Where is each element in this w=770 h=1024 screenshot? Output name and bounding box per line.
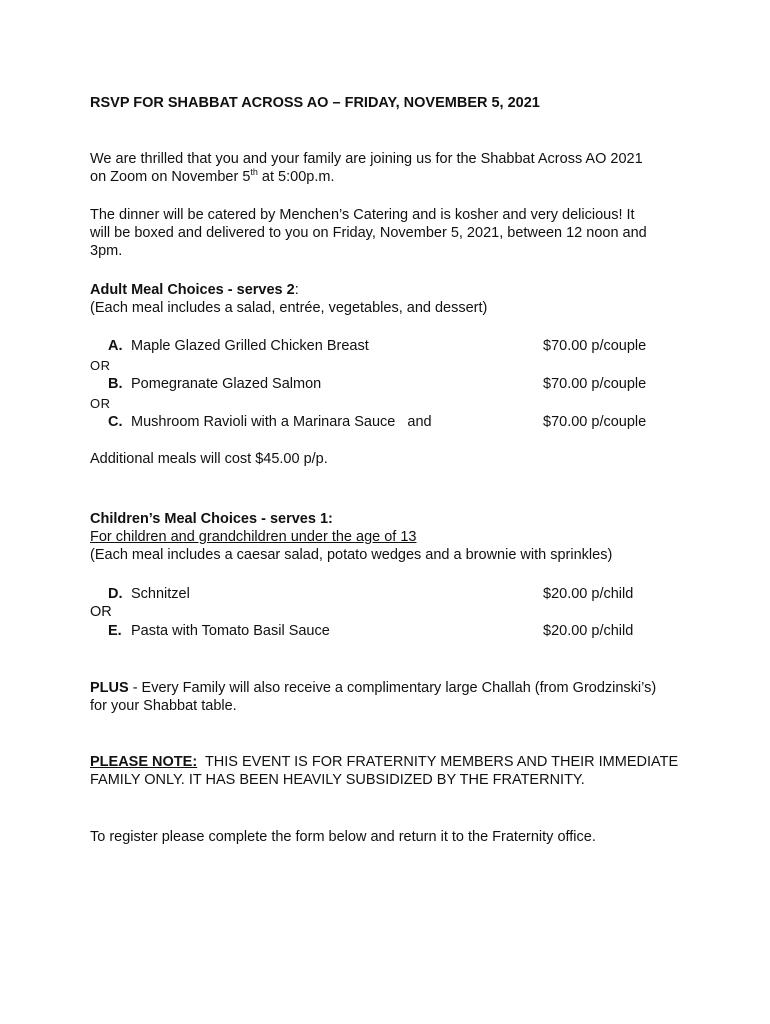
adult-meal-heading (90, 281, 690, 299)
intro-line-1: We are thrilled that you and your family are joining us for the Shabbat Across AO 2021 (90, 151, 643, 167)
intro-paragraph (90, 150, 690, 186)
meal-option-name: Schnitzel (131, 586, 190, 602)
adult-meal-section-header (90, 281, 690, 317)
register-instruction: To register please complete the form below and return it to the Fraternity office. (90, 829, 596, 845)
meal-option-price: $20.00 p/child (543, 586, 634, 602)
plus-line-2: for your Shabbat table. (90, 698, 237, 714)
meal-option-price: $70.00 p/couple (543, 338, 647, 354)
meal-option-price: $70.00 p/couple (543, 376, 647, 392)
intro-line-2-start: on Zoom on November 5 (90, 169, 251, 185)
catering-line-3: 3pm. (90, 243, 123, 259)
meal-option-letter: C. (108, 414, 123, 430)
children-eligibility: For children and grandchildren under the age of 13 (90, 529, 417, 545)
notice-label: PLEASE NOTE: (90, 754, 198, 770)
meal-option-d (90, 585, 690, 603)
notice-paragraph (90, 753, 690, 789)
meal-option-price: $20.00 p/child (543, 623, 634, 639)
additional-meals-note: Additional meals will cost $45.00 p/p. (90, 451, 328, 467)
children-meal-note: (Each meal includes a caesar salad, potato wedges and a brownie with sprinkles) (90, 547, 613, 563)
meal-option-price: $70.00 p/couple (543, 414, 647, 430)
adult-meal-heading-colon: : (294, 282, 299, 298)
meal-option-e (90, 622, 690, 640)
intro-line-2-end: at 5:00p.m. (257, 169, 335, 185)
catering-line-2: will be boxed and delivered to you on Friday, November 5, 2021, between 12 noon and (90, 225, 647, 241)
notice-line-2: FAMILY ONLY. IT HAS BEEN HEAVILY SUBSIDIZED BY THE FRATERNITY. (90, 772, 585, 788)
notice-line-1 (90, 753, 690, 771)
meal-option-name: Pasta with Tomato Basil Sauce (131, 623, 330, 639)
notice-line-1-text: THIS EVENT IS FOR FRATERNITY MEMBERS AND THEIR IMMEDIATE (197, 754, 679, 770)
or-separator: OR (90, 396, 111, 411)
catering-line-1: The dinner will be catered by Menchen’s Catering and is kosher and very delicious! It (90, 207, 635, 223)
plus-label: PLUS (90, 680, 129, 696)
meal-option-name: Maple Glazed Grilled Chicken Breast (131, 338, 369, 354)
meal-option-c (90, 413, 690, 431)
children-meal-heading: Children’s Meal Choices - serves 1: (90, 511, 333, 527)
meal-option-name: Mushroom Ravioli with a Marinara Sauce and (131, 414, 432, 430)
meal-option-letter: A. (108, 338, 123, 354)
meal-option-b (90, 375, 690, 393)
or-separator: OR (90, 358, 111, 373)
plus-line-1 (90, 679, 690, 697)
children-meal-section-header (90, 510, 690, 564)
meal-option-name: Pomegranate Glazed Salmon (131, 376, 322, 392)
adult-meal-note: (Each meal includes a salad, entrée, vegetables, and dessert) (90, 300, 488, 316)
or-separator: OR (90, 604, 112, 620)
meal-option-letter: E. (108, 623, 122, 639)
meal-option-letter: B. (108, 376, 123, 392)
document-title: RSVP FOR SHABBAT ACROSS AO – FRIDAY, NOVEMBER 5, 2021 (90, 95, 540, 111)
catering-paragraph (90, 206, 690, 260)
plus-line-1-text: - Every Family will also receive a complimentary large Challah (from Grodzinski’s) (128, 680, 657, 696)
intro-line-2 (90, 168, 690, 186)
plus-paragraph (90, 679, 690, 715)
meal-option-letter: D. (108, 586, 123, 602)
ordinal-suffix: th (250, 167, 258, 178)
meal-option-a (90, 337, 690, 355)
adult-meal-heading-text: Adult Meal Choices - serves 2 (90, 282, 295, 298)
